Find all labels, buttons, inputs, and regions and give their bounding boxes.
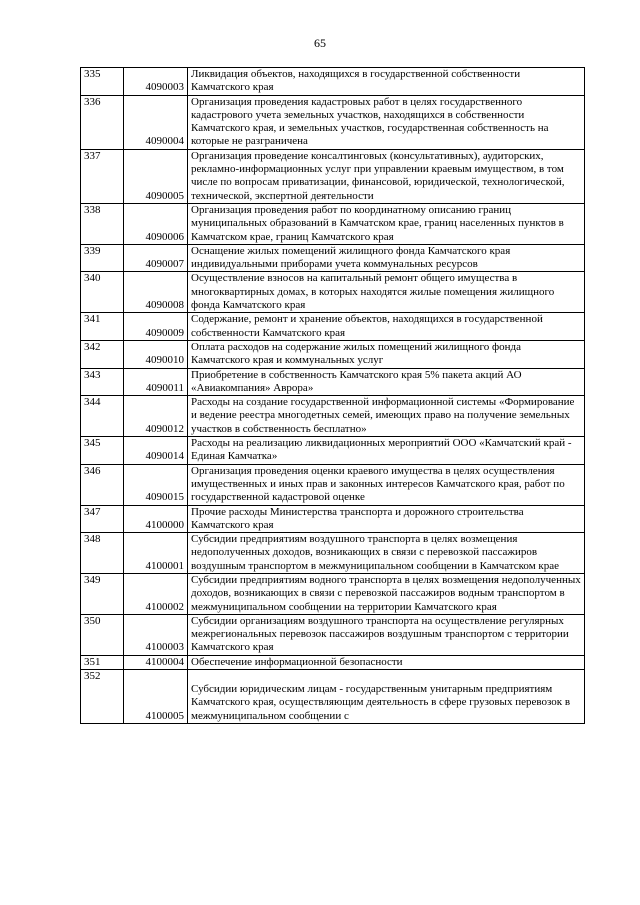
- row-number: 336: [81, 95, 124, 149]
- row-code: 4090010: [124, 340, 188, 368]
- row-description: Оснащение жилых помещений жилищного фонда Камчатского края индивидуальными приборами учета коммунальных ресурсов: [188, 244, 585, 272]
- row-number: 346: [81, 464, 124, 505]
- row-number: 352: [81, 670, 124, 724]
- row-description: Организация проведение консалтинговых (консультативных), аудиторских, рекламно-информационных услуг при управлении краевым имуществом, в том числе по вопросам приватизации, финансовой, юридической, технологической, технической, экспертной деятельности: [188, 149, 585, 203]
- table-row: [81, 573, 585, 614]
- row-description: Организация проведения работ по координатному описанию границ муниципальных образований в Камчатском крае, границ населенных пунктов в Камчатском крае, границ Камчатского края: [188, 203, 585, 244]
- row-number: 335: [81, 68, 124, 96]
- row-number: 345: [81, 437, 124, 465]
- table-row: [81, 655, 585, 669]
- row-code: 4100001: [124, 533, 188, 574]
- table-row: [81, 203, 585, 244]
- row-code: 4100003: [124, 614, 188, 655]
- row-code: 4090004: [124, 95, 188, 149]
- table-row: [81, 95, 585, 149]
- row-description: Организация проведения кадастровых работ в целях государственного кадастрового учета земельных участков, находящихся в собственности Камчатского края, и земельных участков, государственная собственность на которые не разграничена: [188, 95, 585, 149]
- table-row: [81, 464, 585, 505]
- budget-codes-table: [80, 67, 585, 724]
- table-row: [81, 340, 585, 368]
- row-description: Обеспечение информационной безопасности: [188, 655, 585, 669]
- row-code: 4090003: [124, 68, 188, 96]
- row-code: 4090006: [124, 203, 188, 244]
- table-row: [81, 272, 585, 313]
- row-number: 348: [81, 533, 124, 574]
- row-code: 4090015: [124, 464, 188, 505]
- row-description: Организация проведения оценки краевого имущества в целях осуществления имущественных и иных прав и законных интересов Камчатского края, работ по государственной кадастровой оценке: [188, 464, 585, 505]
- row-code: 4100004: [124, 655, 188, 669]
- row-code: 4090012: [124, 396, 188, 437]
- row-code: 4090008: [124, 272, 188, 313]
- row-number: 342: [81, 340, 124, 368]
- table-row: [81, 614, 585, 655]
- table-row: [81, 149, 585, 203]
- row-code: 4100000: [124, 505, 188, 533]
- table-row: [81, 313, 585, 341]
- row-description: Оплата расходов на содержание жилых помещений жилищного фонда Камчатского края и коммунальных услуг: [188, 340, 585, 368]
- row-code: 4100002: [124, 573, 188, 614]
- row-number: 351: [81, 655, 124, 669]
- row-number: 347: [81, 505, 124, 533]
- table-row: [81, 505, 585, 533]
- row-number: 343: [81, 368, 124, 396]
- row-number: 341: [81, 313, 124, 341]
- table-row: [81, 244, 585, 272]
- row-code: 4090009: [124, 313, 188, 341]
- table-row: [81, 533, 585, 574]
- row-description: Ликвидация объектов, находящихся в государственной собственности Камчатского края: [188, 68, 585, 96]
- row-description: Расходы на создание государственной информационной системы «Формирование и ведение реестра многодетных семей, имеющих право на получение земельных участков в собственность бесплатно»: [188, 396, 585, 437]
- row-number: 350: [81, 614, 124, 655]
- row-code: 4090014: [124, 437, 188, 465]
- row-description: Расходы на реализацию ликвидационных мероприятий ООО «Камчатский край - Единая Камчатка»: [188, 437, 585, 465]
- row-number: 337: [81, 149, 124, 203]
- row-number: 349: [81, 573, 124, 614]
- row-description: Содержание, ремонт и хранение объектов, находящихся в государственной собственности Камчатского края: [188, 313, 585, 341]
- table-row: [81, 396, 585, 437]
- row-code: 4090007: [124, 244, 188, 272]
- table-row: [81, 437, 585, 465]
- row-description: Приобретение в собственность Камчатского края 5% пакета акций АО «Авиакомпания» Аврора»: [188, 368, 585, 396]
- row-description: Осуществление взносов на капитальный ремонт общего имущества в многоквартирных домах, в которых находятся жилые помещения жилищного фонда Камчатского края: [188, 272, 585, 313]
- table-row: [81, 368, 585, 396]
- row-number: 338: [81, 203, 124, 244]
- row-description: Субсидии предприятиям воздушного транспорта в целях возмещения недополученных доходов, возникающих в связи с перевозкой пассажиров воздушным транспортом в межмуниципальном сообщении в Камчатском крае: [188, 533, 585, 574]
- table-row: [81, 670, 585, 724]
- page-number: 65: [314, 36, 326, 50]
- row-code: 4100005: [124, 670, 188, 724]
- row-number: 340: [81, 272, 124, 313]
- row-number: 344: [81, 396, 124, 437]
- row-number: 339: [81, 244, 124, 272]
- row-code: 4090011: [124, 368, 188, 396]
- row-description: Субсидии предприятиям водного транспорта в целях возмещения недополученных доходов, возникающих в связи с перевозкой пассажиров водным транспортом в межмуниципальном сообщении на территории Камчатского края: [188, 573, 585, 614]
- row-description: Субсидии организациям воздушного транспорта на осуществление регулярных межрегиональных перевозок пассажиров воздушным транспортом с территории Камчатского края: [188, 614, 585, 655]
- table-row: [81, 68, 585, 96]
- row-code: 4090005: [124, 149, 188, 203]
- row-description: Прочие расходы Министерства транспорта и дорожного строительства Камчатского края: [188, 505, 585, 533]
- row-description: Субсидии юридическим лицам - государственным унитарным предприятиям Камчатского края, осуществляющим деятельность в сфере грузовых перевозок в межмуниципальном сообщении с: [188, 670, 585, 724]
